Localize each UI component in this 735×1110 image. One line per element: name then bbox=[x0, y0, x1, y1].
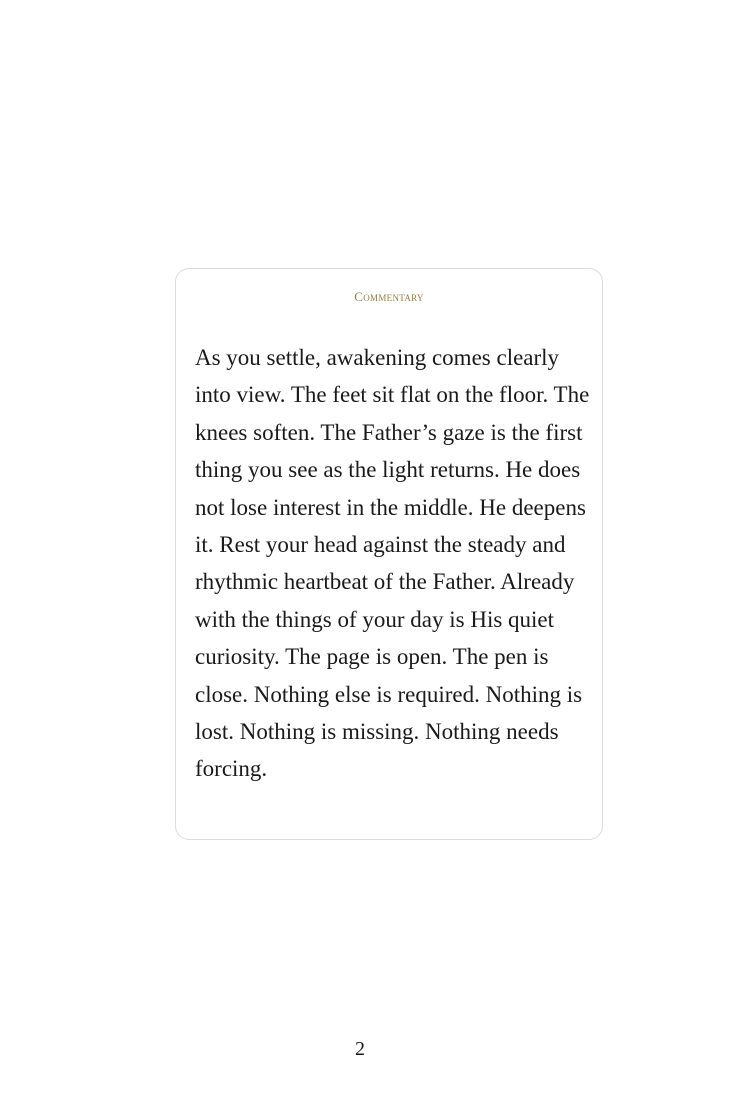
commentary-label: Commentary bbox=[354, 289, 424, 304]
commentary-card bbox=[175, 268, 603, 840]
commentary-text: As you settle, awakening comes clearly into view. The feet sit flat on the floor. The knees soften. The Father’s gaze is the first thing you see as the light returns. He does not lose interest in the middle. He deepens it. Rest your head against the steady and rhythmic heartbeat of the Father. Already with the things of your day is His quiet curiosity. The page is open. The pen is close. Nothing else is required. Nothing is lost. Nothing is missing. Nothing needs forcing. bbox=[195, 345, 590, 782]
page-number: 2 bbox=[355, 1038, 365, 1060]
